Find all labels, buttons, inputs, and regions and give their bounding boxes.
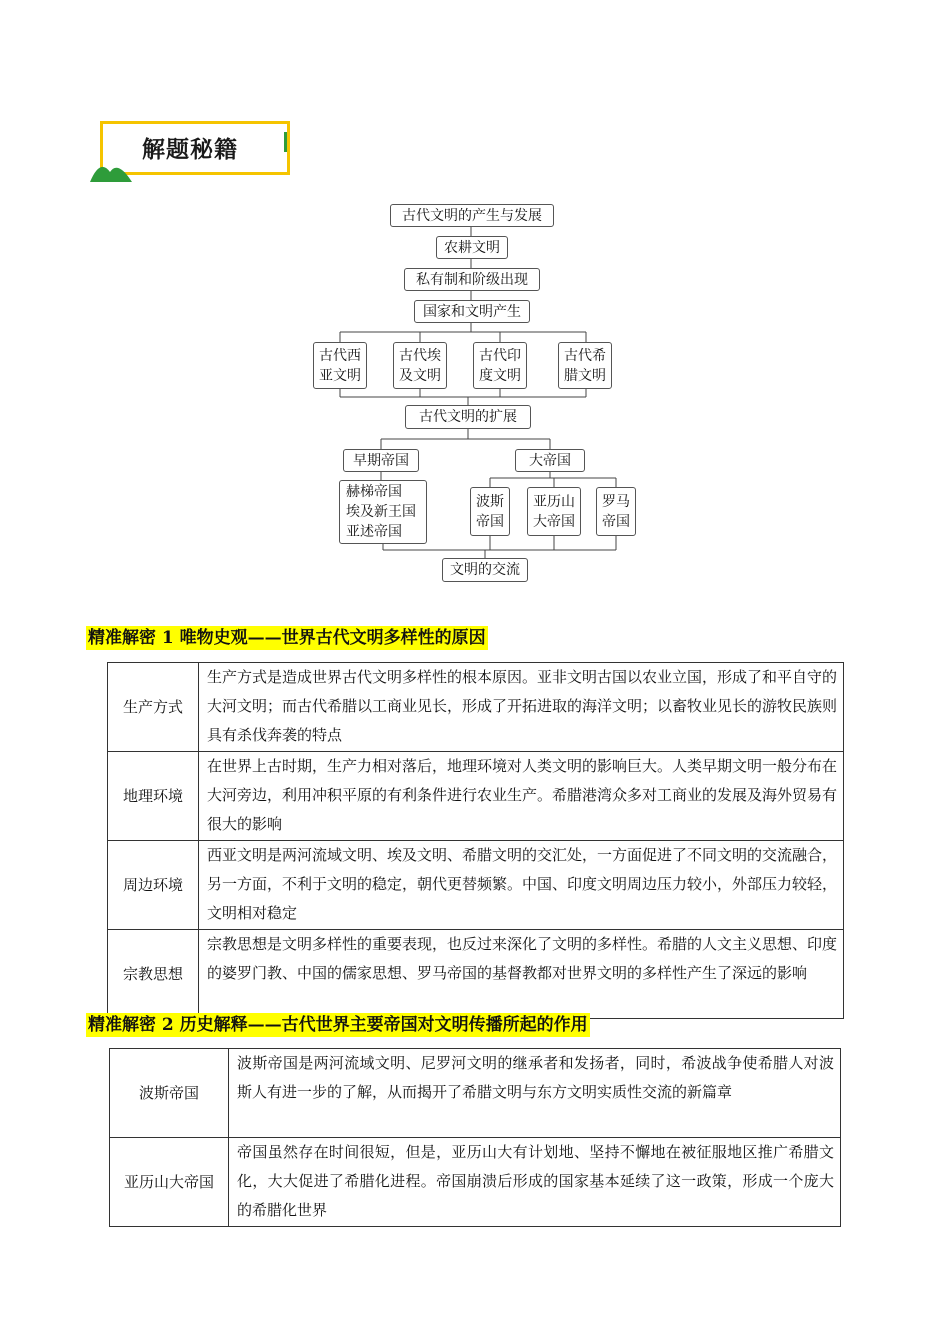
- section1-table: [107, 662, 844, 1019]
- row-label: 亚历山大帝国: [110, 1138, 229, 1227]
- row-text: 波斯帝国是两河流域文明、尼罗河文明的继承者和发扬者，同时，希波战争使希腊人对波斯人有进一步的了解，从而揭开了希腊文明与东方文明实质性交流的新篇章: [229, 1049, 841, 1138]
- node-persia: 波斯 帝国: [470, 487, 510, 536]
- row-text: 生产方式是造成世界古代文明多样性的根本原因。亚非文明古国以农业立国，形成了和平自守的大河文明；而古代希腊以工商业见长，形成了开拓进取的海洋文明；以畜牧业见长的游牧民族则具有杀伐奔袭的特点: [199, 663, 844, 752]
- node-india: 古代印 度文明: [473, 342, 527, 389]
- node-private-ownership: 私有制和阶级出现: [404, 268, 540, 291]
- node-state-civilization: 国家和文明产生: [414, 300, 530, 323]
- table-row: [108, 752, 844, 841]
- row-label: 生产方式: [108, 663, 199, 752]
- row-label: 地理环境: [108, 752, 199, 841]
- node-greece: 古代希 腊文明: [558, 342, 612, 389]
- node-expansion: 古代文明的扩展: [405, 405, 531, 429]
- table-row: [110, 1049, 841, 1138]
- row-text: 西亚文明是两河流域文明、埃及文明、希腊文明的交汇处，一方面促进了不同文明的交流融合，另一方面，不利于文明的稳定，朝代更替频繁。中国、印度文明周边压力较小，外部压力较轻，文明相对稳定: [199, 841, 844, 930]
- flowchart-connectors: [0, 0, 950, 600]
- node-rome: 罗马 帝国: [596, 487, 636, 536]
- row-label: 宗教思想: [108, 930, 199, 1019]
- row-text: 宗教思想是文明多样性的重要表现，也反过来深化了文明的多样性。希腊的人文主义思想、印度的婆罗门教、中国的儒家思想、罗马帝国的基督教都对世界文明的多样性产生了深远的影响: [199, 930, 844, 1019]
- hill-icon: [88, 154, 138, 184]
- table-row: [108, 663, 844, 752]
- section-badge: [88, 118, 298, 184]
- node-early-empires: 早期帝国: [343, 449, 419, 472]
- section1-heading: 精准解密 1 唯物史观——世界古代文明多样性的原因: [88, 628, 486, 648]
- section2-heading: 精准解密 2 历史解释——古代世界主要帝国对文明传播所起的作用: [88, 1015, 588, 1035]
- node-exchange: 文明的交流: [442, 558, 528, 582]
- row-label: 波斯帝国: [110, 1049, 229, 1138]
- flowchart: [0, 0, 950, 600]
- row-text: 帝国虽然存在时间很短，但是，亚历山大有计划地、坚持不懈地在被征服地区推广希腊文化，大大促进了希腊化进程。帝国崩溃后形成的国家基本延续了这一政策，形成一个庞大的希腊化世界: [229, 1138, 841, 1227]
- node-early-empires-list: 赫梯帝国 埃及新王国 亚述帝国: [339, 480, 427, 544]
- section2-table: [109, 1048, 841, 1227]
- row-label: 周边环境: [108, 841, 199, 930]
- badge-accent-bar: [284, 132, 287, 152]
- row-text: 在世界上古时期，生产力相对落后，地理环境对人类文明的影响巨大。人类早期文明一般分布在大河旁边，利用冲积平原的有利条件进行农业生产。希腊港湾众多对工商业的发展及海外贸易有很大的影响: [199, 752, 844, 841]
- badge-title: 解题秘籍: [142, 137, 238, 163]
- table-row: [108, 841, 844, 930]
- node-great-empires: 大帝国: [515, 449, 585, 472]
- node-egypt: 古代埃 及文明: [393, 342, 447, 389]
- node-west-asia: 古代西 亚文明: [313, 342, 367, 389]
- node-origin: 古代文明的产生与发展: [390, 204, 554, 227]
- table-row: [108, 930, 844, 1019]
- node-agriculture: 农耕文明: [436, 236, 508, 259]
- table-row: [110, 1138, 841, 1227]
- node-alexander: 亚历山 大帝国: [527, 487, 581, 536]
